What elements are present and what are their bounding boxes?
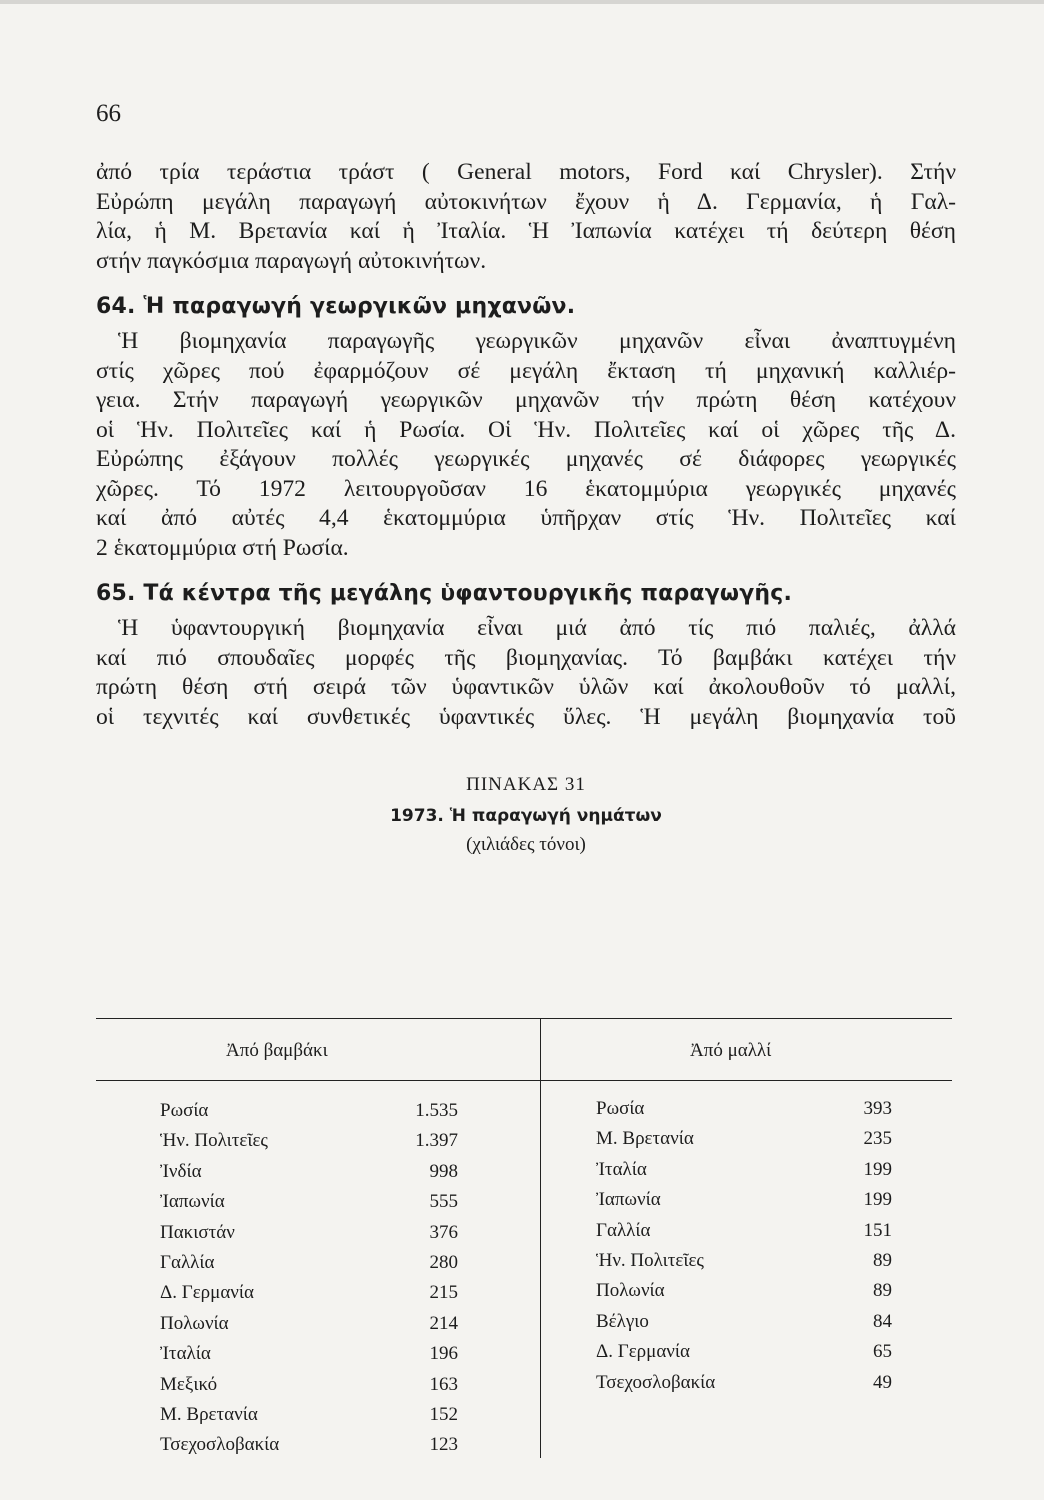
- table-top-rule: [96, 1018, 952, 1019]
- country-cell: Πακιστάν: [160, 1221, 235, 1243]
- text-line: οἱ τεχνιτές καί συνθετικές ὑφαντικές ὕλες. Ἡ μεγάλη βιομηχανία τοῦ: [96, 703, 956, 730]
- table-row: [160, 1130, 458, 1160]
- value-cell: 151: [863, 1219, 892, 1241]
- value-cell: 1.535: [415, 1100, 458, 1121]
- value-cell: 235: [863, 1128, 892, 1150]
- table-subtitle: 1973. Ἡ παραγωγή νημάτων: [390, 806, 662, 826]
- country-cell: Πολωνία: [596, 1280, 665, 1302]
- country-cell: Τσεχοσλοβακία: [160, 1434, 280, 1456]
- value-cell: 84: [873, 1310, 892, 1332]
- table-row: [160, 1222, 458, 1252]
- text-line: γεια. Στήν παραγωγή γεωργικῶν μηχανῶν τήν πρώτη θέση κατέχουν: [96, 387, 956, 413]
- text-line: Εὐρώπης ἐξάγουν πολλές γεωργικές μηχανές σέ διάφορες γεωργικές: [96, 446, 956, 472]
- country-cell: Ἡν. Πολιτεῖες: [160, 1130, 268, 1152]
- table-row: [160, 1282, 458, 1312]
- country-cell: Μ. Βρετανία: [160, 1404, 258, 1425]
- country-cell: Ἰταλία: [160, 1343, 211, 1365]
- section-64-paragraph: [96, 327, 956, 563]
- country-cell: Γαλλία: [596, 1219, 651, 1241]
- country-cell: Ἡν. Πολιτεῖες: [596, 1250, 704, 1271]
- section-65-heading: 65. Τά κέντρα τῆς μεγάλης ὑφαντουργικῆς παραγωγῆς.: [96, 581, 793, 606]
- text-line: στήν παγκόσμια παραγωγή αὐτοκινήτων.: [96, 247, 487, 274]
- table-row: [596, 1250, 892, 1280]
- text-line: Ἡ βιομηχανία παραγωγῆς γεωργικῶν μηχανῶν εἶναι ἀναπτυγμένη: [118, 328, 956, 354]
- table-row: [160, 1343, 458, 1373]
- table-row: [160, 1374, 458, 1404]
- intro-paragraph: [96, 158, 956, 276]
- value-cell: 280: [429, 1252, 458, 1273]
- text-line: χῶρες. Τό 1972 λειτουργοῦσαν 16 ἑκατομμύρια γεωργικές μηχανές: [96, 475, 956, 502]
- text-line: λία, ἡ Μ. Βρετανία καί ἡ Ἰταλία. Ἡ Ἰαπωνία κατέχει τή δεύτερη θέση: [96, 218, 956, 244]
- value-cell: 376: [429, 1221, 458, 1243]
- value-cell: 215: [429, 1282, 458, 1304]
- table-row: [596, 1189, 892, 1219]
- value-cell: 49: [873, 1371, 892, 1393]
- table-row: [596, 1220, 892, 1250]
- text-line: πρώτη θέση στή σειρά τῶν ὑφαντικῶν ὑλῶν καί ἀκολουθοῦν τό μαλλί,: [96, 674, 956, 700]
- table-row: [596, 1280, 892, 1310]
- table-row: [596, 1128, 892, 1158]
- country-cell: Βέλγιο: [596, 1310, 649, 1332]
- text-line: ἀπό τρία τεράστια τράστ ( General motors, Ford καί Chrysler). Στήν: [96, 159, 956, 185]
- value-cell: 199: [863, 1189, 892, 1211]
- country-cell: Δ. Γερμανία: [160, 1282, 254, 1304]
- value-cell: 89: [873, 1280, 892, 1302]
- country-cell: Ἰαπωνία: [160, 1191, 225, 1213]
- page-body: [96, 158, 956, 856]
- scan-top-edge: [0, 0, 1044, 4]
- country-cell: Ρωσία: [160, 1100, 209, 1121]
- value-cell: 214: [429, 1312, 458, 1334]
- value-cell: 199: [863, 1158, 892, 1180]
- text-line: καί ἀπό αὐτές 4,4 ἑκατομμύρια ὑπῆρχαν στίς Ἡν. Πολιτεῖες καί: [96, 505, 956, 531]
- table-title: ΠΙΝΑΚΑΣ 31: [466, 774, 586, 795]
- table-row: [160, 1161, 458, 1191]
- text-line: οἱ Ἡν. Πολιτεῖες καί ἡ Ρωσία. Οἱ Ἡν. Πολιτεῖες καί οἱ χῶρες τῆς Δ.: [96, 416, 956, 443]
- country-cell: Πολωνία: [160, 1312, 229, 1334]
- table-row: [596, 1098, 892, 1128]
- value-cell: 555: [429, 1191, 458, 1213]
- text-line: καί πιό σπουδαῖες μορφές τῆς βιομηχανίας. Τό βαμβάκι κατέχει τήν: [96, 644, 956, 671]
- value-cell: 123: [429, 1434, 458, 1456]
- country-cell: Μ. Βρετανία: [596, 1128, 694, 1150]
- country-cell: Τσεχοσλοβακία: [596, 1371, 716, 1393]
- country-cell: Δ. Γερμανία: [596, 1341, 690, 1363]
- value-cell: 196: [429, 1343, 458, 1365]
- country-cell: Ἰταλία: [596, 1158, 647, 1180]
- value-cell: 65: [873, 1341, 892, 1363]
- table-row: [160, 1434, 458, 1464]
- table-row: [160, 1191, 458, 1221]
- text-line: Ἡ ὑφαντουργική βιομηχανία εἶναι μιά ἀπό τίς πιό παλιές, ἀλλά: [118, 615, 956, 641]
- value-cell: 393: [863, 1098, 892, 1119]
- text-line: Εὐρώπη μεγάλη παραγωγή αὐτοκινήτων ἔχουν ἡ Δ. Γερμανία, ἡ Γαλ-: [96, 188, 956, 215]
- value-cell: 152: [429, 1404, 458, 1425]
- page-number: 66: [96, 100, 121, 127]
- table-row: [160, 1252, 458, 1282]
- table-row: [596, 1341, 892, 1371]
- table-row: [160, 1404, 458, 1434]
- value-cell: 1.397: [415, 1130, 458, 1152]
- country-cell: Μεξικό: [160, 1373, 218, 1395]
- table-row: [596, 1311, 892, 1341]
- table-header-rule: [96, 1080, 952, 1081]
- cotton-column-header: Ἀπό βαμβάκι: [226, 1040, 328, 1061]
- section-64-heading: 64. Ἡ παραγωγή γεωργικῶν μηχανῶν.: [96, 294, 576, 319]
- text-line: 2 ἑκατομμύρια στή Ρωσία.: [96, 534, 349, 561]
- table-column-divider: [540, 1018, 541, 1458]
- yarn-production-table: [96, 1018, 952, 1458]
- table-row: [596, 1159, 892, 1189]
- table-unit: (χιλιάδες τόνοι): [466, 834, 586, 855]
- table-row: [160, 1313, 458, 1343]
- table-row: [160, 1100, 458, 1130]
- country-cell: Ἰνδία: [160, 1160, 202, 1182]
- text-line: στίς χῶρες πού ἐφαρμόζουν σέ μεγάλη ἔκταση τή μηχανική καλλιέρ-: [96, 357, 956, 384]
- country-cell: Ρωσία: [596, 1098, 645, 1119]
- section-65-paragraph: [96, 614, 956, 732]
- country-cell: Γαλλία: [160, 1252, 215, 1273]
- value-cell: 998: [429, 1160, 458, 1182]
- table-row: [596, 1372, 892, 1402]
- wool-column-header: Ἀπό μαλλί: [690, 1040, 772, 1061]
- country-cell: Ἰαπωνία: [596, 1189, 661, 1211]
- value-cell: 163: [429, 1373, 458, 1395]
- value-cell: 89: [873, 1250, 892, 1271]
